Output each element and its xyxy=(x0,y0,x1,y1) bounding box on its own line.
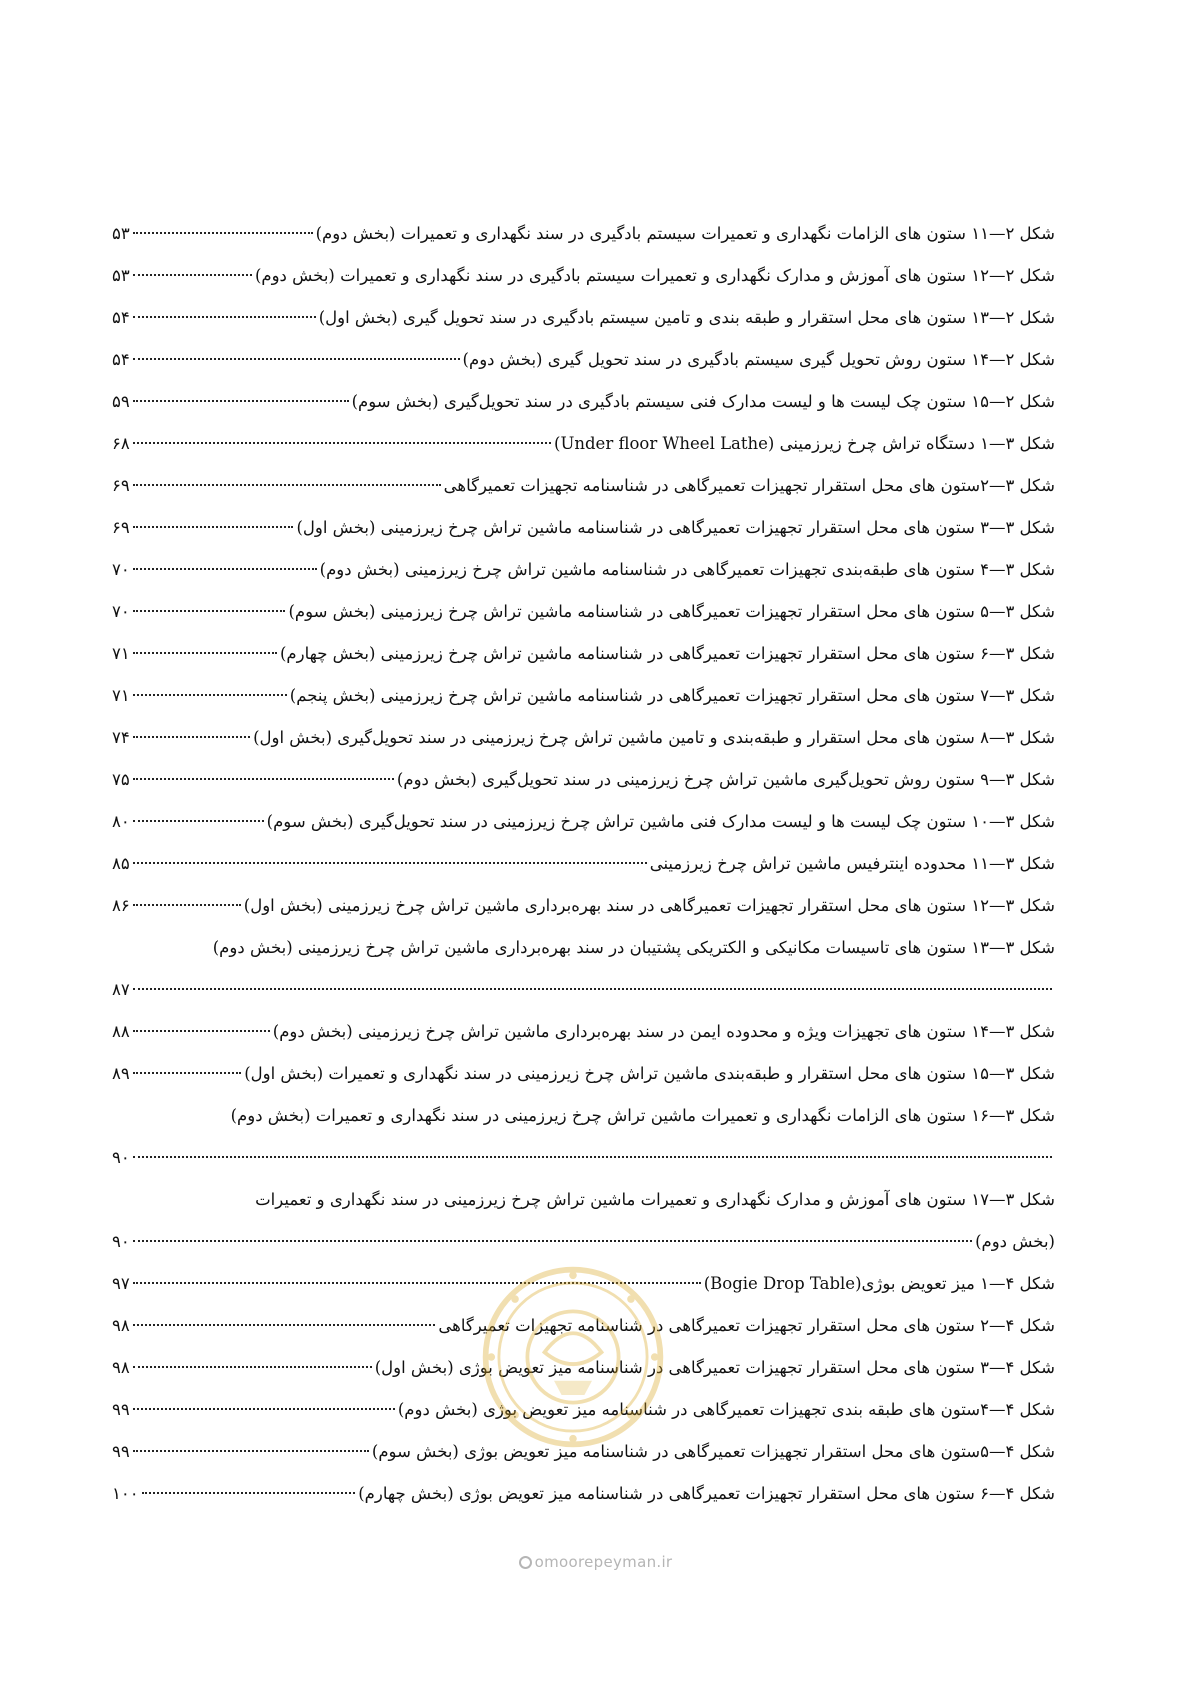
dot-leader xyxy=(133,568,317,570)
dot-leader xyxy=(133,1156,1052,1158)
toc-entry-page-number: ۶۹ xyxy=(112,518,130,537)
toc-entry-page-number: ۵۴ xyxy=(112,308,130,327)
toc-entry[interactable] xyxy=(112,591,1055,633)
toc-entry-title: شکل ۴—۲ ستون های محل استقرار تجهیزات تعمیرگاهی در شناسنامه تجهیزات تعمیرگاهی xyxy=(438,1316,1055,1335)
toc-entry[interactable] xyxy=(112,1095,1055,1179)
toc-entry-page-number: ۵۳ xyxy=(112,266,130,285)
dot-leader xyxy=(133,400,349,402)
toc-entry-title: شکل ۲—۱۴ ستون روش تحویل گیری سیستم بادگیری در سند تحویل گیری (بخش دوم) xyxy=(462,350,1055,369)
toc-entry-page-number: ۷۰ xyxy=(112,560,130,579)
dot-leader xyxy=(133,1450,369,1452)
dot-leader xyxy=(133,442,551,444)
dot-leader xyxy=(133,358,460,360)
toc-entry-title: شکل ۳—۱۰ ستون چک لیست ها و لیست مدارک فنی ماشین تراش چرخ زیرزمینی در سند تحویل‌گیری (بخش سوم) xyxy=(266,812,1055,831)
dot-leader xyxy=(133,1366,372,1368)
toc-entry[interactable] xyxy=(112,1305,1055,1347)
dot-leader xyxy=(133,1324,436,1326)
dot-leader xyxy=(133,274,252,276)
toc-entry-page-number: ۶۹ xyxy=(112,476,130,495)
toc-entry-page-number: ۸۷ xyxy=(112,980,130,999)
toc-entry-title: شکل ۴—۶ ستون های محل استقرار تجهیزات تعمیرگاهی در شناسنامه میز تعویض بوژی (بخش چهارم) xyxy=(358,1484,1055,1503)
toc-entry-title: شکل ۳—۵ ستون های محل استقرار تجهیزات تعمیرگاهی در شناسنامه ماشین تراش چرخ زیرزمینی (بخش سوم) xyxy=(288,602,1055,621)
toc-entry[interactable] xyxy=(112,633,1055,675)
dot-leader xyxy=(133,694,287,696)
toc-entry-title: شکل ۳—۱ دستگاه تراش چرخ زیرزمینی (Under floor Wheel Lathe) xyxy=(554,434,1055,453)
dot-leader xyxy=(133,1282,701,1284)
toc-entry-page-number: ۵۳ xyxy=(112,224,130,243)
toc-entry-title: شکل ۳—۶ ستون های محل استقرار تجهیزات تعمیرگاهی در شناسنامه ماشین تراش چرخ زیرزمینی (بخش چهارم) xyxy=(279,644,1055,663)
dot-leader xyxy=(133,232,313,234)
toc-entry-title: شکل ۳—۹ ستون روش تحویل‌گیری ماشین تراش چرخ زیرزمینی در سند تحویل‌گیری (بخش دوم) xyxy=(396,770,1055,789)
dot-leader xyxy=(133,1072,241,1074)
toc-entry-title: شکل ۴—۵ستون های محل استقرار تجهیزات تعمیرگاهی در شناسنامه میز تعویض بوژی (بخش سوم) xyxy=(371,1442,1055,1461)
toc-entry-page-number: ۹۰ xyxy=(112,1232,130,1251)
dot-leader xyxy=(133,484,441,486)
dot-leader xyxy=(133,820,264,822)
toc-entry[interactable] xyxy=(112,885,1055,927)
toc-entry-title: شکل ۳—۱۷ ستون های آموزش و مدارک نگهداری و تعمیرات ماشین تراش چرخ زیرزمینی در سند نگهداری و تعمیرات xyxy=(255,1190,1055,1209)
toc-entry-continuation: (بخش دوم) xyxy=(975,1232,1055,1251)
toc-entry-title: شکل ۴—۳ ستون های محل استقرار تجهیزات تعمیرگاهی در شناسنامه میز تعویض بوژی (بخش اول) xyxy=(374,1358,1055,1377)
toc-entry-title: شکل ۳—۱۴ ستون های تجهیزات ویژه و محدوده ایمن در سند بهره‌برداری ماشین تراش چرخ زیرزمینی (بخش دوم) xyxy=(272,1022,1055,1041)
dot-leader xyxy=(133,1408,395,1410)
toc-entry-title: شکل ۳—۱۶ ستون های الزامات نگهداری و تعمیرات ماشین تراش چرخ زیرزمینی در سند نگهداری و تعمیرات (بخش دوم) xyxy=(230,1106,1055,1125)
toc-entry[interactable] xyxy=(112,1473,1055,1515)
toc-entry-page-number: ۸۹ xyxy=(112,1064,130,1083)
dot-leader xyxy=(142,1492,356,1494)
toc-entry[interactable] xyxy=(112,1347,1055,1389)
toc-entry[interactable] xyxy=(112,1011,1055,1053)
dot-leader xyxy=(133,1240,972,1242)
toc-entry[interactable] xyxy=(112,255,1055,297)
toc-entry[interactable] xyxy=(112,927,1055,1011)
toc-entry-title: شکل ۴—۱ میز تعویض بوژی(Bogie Drop Table) xyxy=(703,1274,1055,1293)
toc-entry[interactable] xyxy=(112,1431,1055,1473)
toc-entry-page-number: ۹۰ xyxy=(112,1148,130,1167)
toc-entry-page-number: ۹۹ xyxy=(112,1442,130,1461)
toc-entry[interactable] xyxy=(112,423,1055,465)
toc-entry[interactable] xyxy=(112,507,1055,549)
toc-entry-page-number: ۹۹ xyxy=(112,1400,130,1419)
toc-entry-title: شکل ۳—۴ ستون های طبقه‌بندی تجهیزات تعمیرگاهی در شناسنامه ماشین تراش چرخ زیرزمینی (بخش دوم) xyxy=(319,560,1055,579)
toc-entry-page-number: ۹۷ xyxy=(112,1274,130,1293)
toc-entry-page-number: ۹۸ xyxy=(112,1316,130,1335)
toc-entry-page-number: ۵۹ xyxy=(112,392,130,411)
toc-entry[interactable] xyxy=(112,1263,1055,1305)
toc-entry-title: شکل ۳—۱۲ ستون های محل استقرار تجهیزات تعمیرگاهی در سند بهره‌برداری ماشین تراش چرخ زیرزمینی (بخش اول) xyxy=(243,896,1055,915)
toc-entry-title: شکل ۳—۳ ستون های محل استقرار تجهیزات تعمیرگاهی در شناسنامه ماشین تراش چرخ زیرزمینی (بخش اول) xyxy=(296,518,1055,537)
dot-leader xyxy=(133,652,277,654)
watermark-site-text: omoorepeyman.ir xyxy=(534,1553,673,1571)
toc-entry[interactable] xyxy=(112,465,1055,507)
toc-entry[interactable] xyxy=(112,1389,1055,1431)
toc-entry[interactable] xyxy=(112,213,1055,255)
toc-entry-title: شکل ۳—۸ ستون های محل استقرار و طبقه‌بندی و تامین ماشین تراش چرخ زیرزمینی در سند تحویل‌گیری (بخش اول) xyxy=(253,728,1055,747)
dot-leader xyxy=(133,736,250,738)
toc-entry[interactable] xyxy=(112,843,1055,885)
toc-entry-title: شکل ۲—۱۱ ستون های الزامات نگهداری و تعمیرات سیستم بادگیری در سند نگهداری و تعمیرات (بخش دوم) xyxy=(315,224,1055,243)
toc-entry-title: شکل ۲—۱۳ ستون های محل استقرار و طبقه بندی و تامین سیستم بادگیری در سند تحویل گیری (بخش اول) xyxy=(318,308,1055,327)
toc-entry-page-number: ۶۸ xyxy=(112,434,130,453)
toc-entry[interactable] xyxy=(112,1179,1055,1263)
toc-entry-title: شکل ۲—۱۲ ستون های آموزش و مدارک نگهداری و تعمیرات سیستم بادگیری در سند نگهداری و تعمیرات (بخش دوم) xyxy=(254,266,1055,285)
toc-entry-page-number: ۸۰ xyxy=(112,812,130,831)
toc-entry-page-number: ۸۵ xyxy=(112,854,130,873)
toc-entry-title: شکل ۳—۱۱ محدوده اینترفیس ماشین تراش چرخ زیرزمینی xyxy=(649,854,1055,873)
toc-entry-title: شکل ۳—۲ستون های محل استقرار تجهیزات تعمیرگاهی در شناسنامه تجهیزات تعمیرگاهی xyxy=(443,476,1055,495)
toc-entry-page-number: ۷۱ xyxy=(112,644,130,663)
toc-entry[interactable] xyxy=(112,297,1055,339)
toc-entry-title: شکل ۳—۷ ستون های محل استقرار تجهیزات تعمیرگاهی در شناسنامه ماشین تراش چرخ زیرزمینی (بخش پنجم) xyxy=(289,686,1055,705)
dot-leader xyxy=(133,526,294,528)
toc-entry-title: شکل ۲—۱۵ ستون چک لیست ها و لیست مدارک فنی سیستم بادگیری در سند تحویل‌گیری (بخش سوم) xyxy=(351,392,1055,411)
toc-entry-title: شکل ۳—۱۳ ستون های تاسیسات مکانیکی و الکتریکی پشتیبان در سند بهره‌برداری ماشین تراش چرخ زیرزمینی (بخش دوم) xyxy=(212,938,1055,957)
dot-leader xyxy=(133,1030,270,1032)
toc-entry[interactable] xyxy=(112,675,1055,717)
toc-entry[interactable] xyxy=(112,801,1055,843)
toc-entry-page-number: ۷۰ xyxy=(112,602,130,621)
toc-entry-page-number: ۷۴ xyxy=(112,728,130,747)
toc-entry-page-number: ۸۸ xyxy=(112,1022,130,1041)
toc-entry[interactable] xyxy=(112,339,1055,381)
toc-entry-page-number: ۷۱ xyxy=(112,686,130,705)
toc-entry[interactable] xyxy=(112,759,1055,801)
toc-entry-page-number: ۵۴ xyxy=(112,350,130,369)
watermark-site xyxy=(0,1553,1191,1571)
toc-entry[interactable] xyxy=(112,717,1055,759)
toc-entry[interactable] xyxy=(112,1053,1055,1095)
dot-leader xyxy=(133,778,394,780)
toc-entry[interactable] xyxy=(112,381,1055,423)
toc-entry-page-number: ۷۵ xyxy=(112,770,130,789)
dot-leader xyxy=(133,316,316,318)
toc-entry-page-number: ۹۸ xyxy=(112,1358,130,1377)
list-of-figures xyxy=(112,213,1055,1515)
at-icon xyxy=(519,1556,532,1569)
toc-entry-page-number: ۱۰۰ xyxy=(112,1484,139,1503)
dot-leader xyxy=(133,610,286,612)
dot-leader xyxy=(133,862,647,864)
toc-entry-page-number: ۸۶ xyxy=(112,896,130,915)
dot-leader xyxy=(133,904,241,906)
toc-entry-title: شکل ۳—۱۵ ستون های محل استقرار و طبقه‌بندی ماشین تراش چرخ زیرزمینی در سند نگهداری و تعمیرات (بخش اول) xyxy=(244,1064,1055,1083)
dot-leader xyxy=(133,988,1052,990)
toc-entry-title: شکل ۴—۴ستون های طبقه بندی تجهیزات تعمیرگاهی در شناسنامه میز تعویض بوژی (بخش دوم) xyxy=(397,1400,1055,1419)
toc-entry[interactable] xyxy=(112,549,1055,591)
